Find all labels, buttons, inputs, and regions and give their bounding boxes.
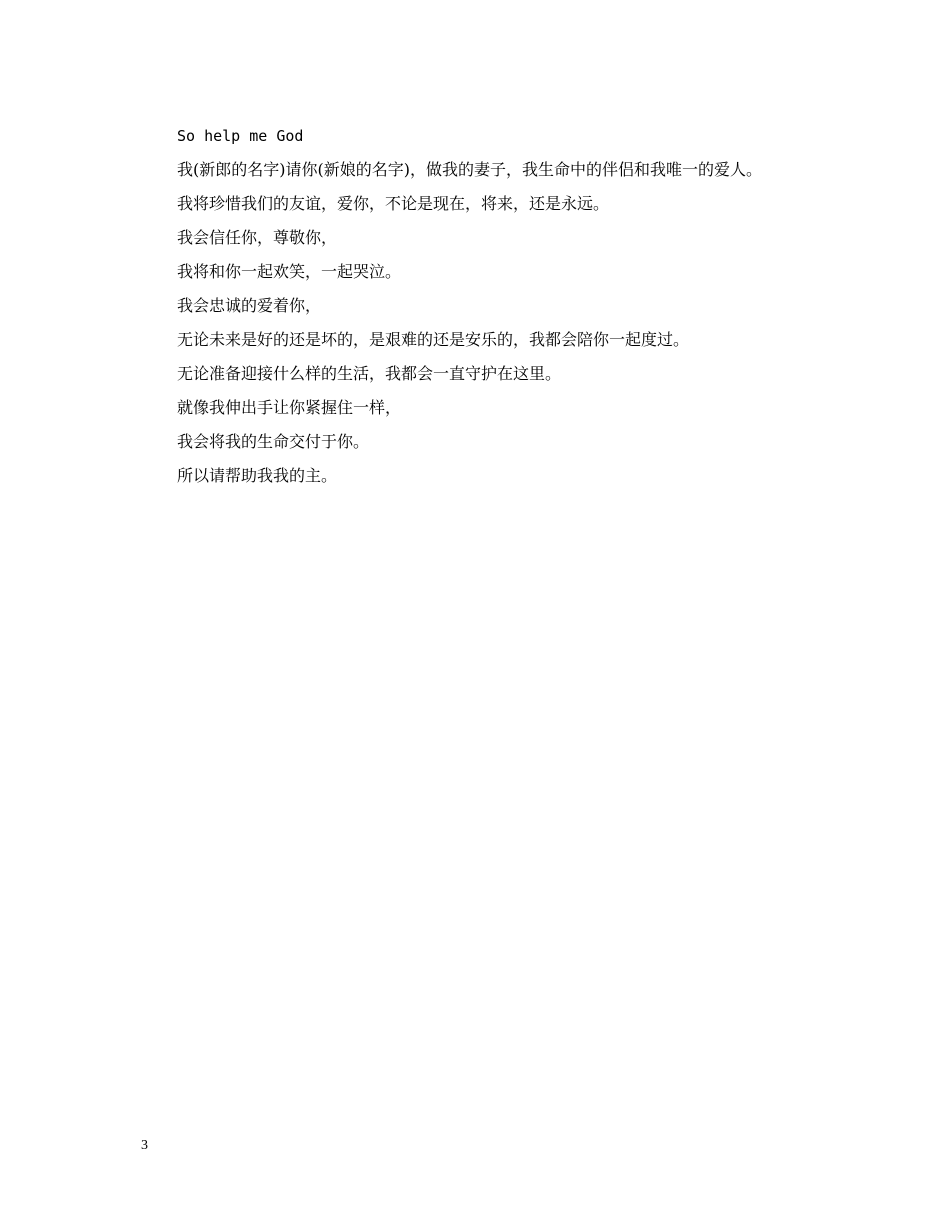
paragraph-laugh-cry: 我将和你一起欢笑，一起哭泣。 — [177, 262, 402, 281]
body-text — [141, 119, 813, 493]
paragraph-cherish: 我将珍惜我们的友谊，爱你，不论是现在，将来，还是永远。 — [177, 194, 610, 213]
paragraph-life: 我会将我的生命交付于你。 — [177, 432, 370, 451]
paragraph-hand: 就像我伸出手让你紧握住一样， — [177, 398, 402, 417]
paragraph-help-lord: 所以请帮助我我的主。 — [177, 466, 338, 485]
paragraph-good-bad: 无论未来是好的还是坏的，是艰难的还是安乐的，我都会陪你一起度过。 — [177, 330, 690, 349]
page-number: 3 — [141, 1138, 148, 1153]
paragraph-vow-intro: 我(新郎的名字)请你(新娘的名字)，做我的妻子，我生命中的伴侣和我唯一的爱人。 — [177, 160, 762, 179]
paragraph-guard: 无论准备迎接什么样的生活，我都会一直守护在这里。 — [177, 364, 562, 383]
paragraph-faithful: 我会忠诚的爱着你， — [177, 296, 322, 315]
paragraph-oath-english: So help me God — [177, 127, 304, 145]
paragraph-trust: 我会信任你，尊敬你， — [177, 228, 338, 247]
